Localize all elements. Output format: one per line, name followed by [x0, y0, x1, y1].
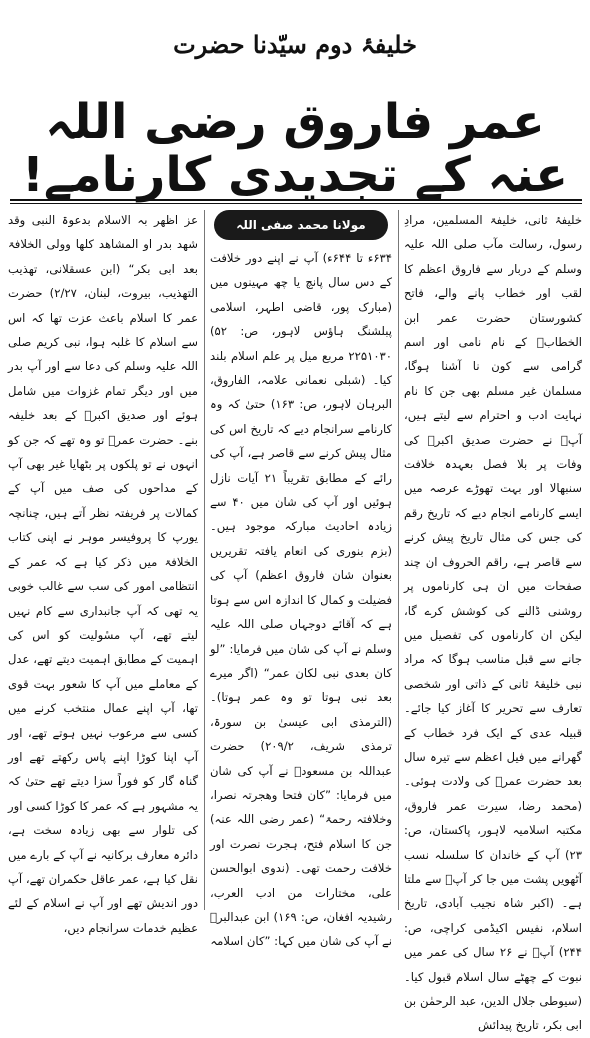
- column-right-text: خلیفۂ ثانی، خلیفۃ المسلمین، مرادِ رسول، رسالت مآب صلی اللہ علیہ وسلم کے دربار سے فاروق اعظم کا لقب اور خطاب پانے والے، فاتح کشورستان حضرت عمر ابن الخطابؓ کے نام نامی اور اسم گرامی سے کون نا آشنا ہوگا، مسلمان غیر مسلم بھی جن کا نام نہایت ادب و احترام سے لیتے ہیں، آپؓ نے حضرت صدیق اکبرؓ کی وفات پر بلا فصل بعہدہ خلافت سنبھالا اور بہت تھوڑے عرصہ میں ایسے کارنامے انجام دیے کہ تاریخ رقم کی جس کی مثال تاریخ پیش کرنے سے قاصر ہے، راقم الحروف ان چند صفحات میں ان ہی کارناموں پر روشنی ڈالنے کی کوشش کرے گا، لیکن ان کارناموں کی تفصیل میں جانے سے قبل مناسب ہوگا کہ مراد نبی خلیفۂ ثانی کے ذاتی اور شخصی تعارف سے تحریر کا آغاز کیا جائے۔ قبیلہ عدی کے ایک فرد خطاب کے گھرانے میں فیل اعظم سے تیرہ سال بعد حضرت عمرؓ کی ولادت ہوئی۔ (محمد رضا، سیرت عمر فاروق، مکتبہ اسلامیہ لاہور، پاکستان، ص: ۲۳) آپ کے خاندان کا سلسلہ نسب آٹھویں پشت میں جا کر آپؐ سے ملتا ہے۔ (اکبر شاہ نجیب آبادی، تاریخ اسلام، نفیس اکیڈمی کراچی، ص: ۲۴۴) آپؓ نے ۲۶ سال کی عمر میں نبوت کے چھٹے سال اسلام قبول کیا۔ (سیوطی جلال الدین، عبد الرحمٰن بن ابی بکر، تاریخ پیدائش: [404, 213, 582, 1033]
- article-subtitle: خلیفۂ دوم سیّدنا حضرت: [173, 30, 417, 59]
- header-rule-thin: [10, 203, 582, 204]
- column-divider: [204, 210, 205, 910]
- column-middle: [210, 208, 392, 949]
- column-divider: [398, 210, 399, 910]
- author-byline: مولانا محمد صفی اللہ: [214, 210, 388, 240]
- header-rule: [10, 199, 582, 201]
- column-middle-text: ۶۳۴ء تا ۶۴۴ء) آپ نے اپنے دور خلافت کے دس سال پانچ یا چھ مہینوں میں (مبارک پور، قاضی اطہر، اسلامی پبلشنگ ہاؤس لاہور، ص: ۵۲) ۲۲۵۱۰۳۰ مربع میل پر علم اسلام بلند کیا۔ (شبلی نعمانی علامہ، الفاروق، البرہان لاہور، ص: ۱۶۳) حتیٰ کہ وہ کارنامے سرانجام دیے کہ تاریخ اس کی مثال پیش کرنے سے قاصر ہے، آپ کی رائے کے مطابق تقریباً ۲۱ آیات نازل ہوئیں اور آپ کی شان میں ۴۰ سے زیادہ احادیث مبارکہ موجود ہیں۔ (بزم بنوری کی انعام یافتہ تقریریں بعنوان شان فاروق اعظم) آپ کی فضیلت و کمال کا اندازہ اس سے ہوتا ہے کہ آقائے دوجہاں صلی اللہ علیہ وسلم نے آپ کی شان میں فرمایا: ”لو کان بعدی نبی لکان عمر“ (اگر میرے بعد نبی ہوتا تو وہ عمر ہوتا)۔ (الترمذی ابی عیسیٰ بن سورۃ، ترمذی شریف، ۲۰۹/۲) حضرت عبداللہ بن مسعودؓ نے آپ کی شان میں فرمایا: ”کان فتحا وھجرتہ نصرا، وخلافتہ رحمۃ“ (عمر رضی اللہ عنہ) جن کا اسلام فتح، ہجرت نصرت اور خلافت رحمت تھی۔ (ندوی ابوالحسن علی، مختارات من ادب العرب، رشیدیہ افغان، ص: ۱۶۹) ابن عبدالبرؒ نے آپ کی شان میں کہا: ”کان اسلامہ: [210, 251, 392, 949]
- column-left-text: عز اظھر بہ الاسلام بدعوۃ النبی وقد شھد بدر او المشاھد کلھا وولی الخلافۃ بعد ابی بکر“ (ابن عسقلانی، تھذیب التھذیب، بیروت، لبنان، ۲/۲۷) حضرت عمر کا اسلام باعث عزت تھا کہ اس سے اسلام کا غلبہ ہوا، نبی کریم صلی اللہ علیہ وسلم کی دعا سے اور آپ بدر میں اور دیگر تمام غزوات میں شامل ہوئے اور صدیق اکبرؓ کے بعد خلیفہ بنے۔ حضرت عمرؓ تو وہ تھے کہ جن کو انہوں نے تو پلکوں پر بٹھایا غیر بھی آپ کے مداحوں کی صف میں آپ کے کمالات پر فریفتہ نظر آتے ہیں، چنانچہ یورپ کا پروفیسر موہر نے اپنی کتاب الخلافۃ میں ذکر کیا ہے کہ عمر کے انتظامی امور کی سب سے غالب خوبی یہ تھی کہ آپ جانبداری سے کام نہیں لیتے تھے، آپ مسٔولیت کو اس کی اہمیت کے مطابق اہمیت دیتے تھے، عدل کے معاملے میں آپ کا شعور بہت قوی تھا، آپ اپنے عمال منتخب کرنے میں کسی سے مرعوب نہیں ہوتے تھے، اور آپ اپنا کوڑا اپنے پاس رکھتے تھے اور گناہ گار کو فوراً سزا دیتے تھے حتیٰ کہ یہ مشہور ہے کہ عمر کا کوڑا کسی اور کی تلوار سے بھی زیادہ سخت ہے، دائرہ معارف برکانیہ نے آپ کے بارے میں نقل کیا ہے، عمر عاقل حکمران تھے، آپ دور اندیش تھے اور آپ نے اسلام کے لئے عظیم خدمات سرانجام دیں،: [8, 213, 198, 935]
- article-headline: عمر فاروق رضی اللہ عنہ کے تجدیدی کارنامے!: [21, 94, 569, 203]
- column-right: [404, 208, 582, 1033]
- column-left: [8, 208, 198, 935]
